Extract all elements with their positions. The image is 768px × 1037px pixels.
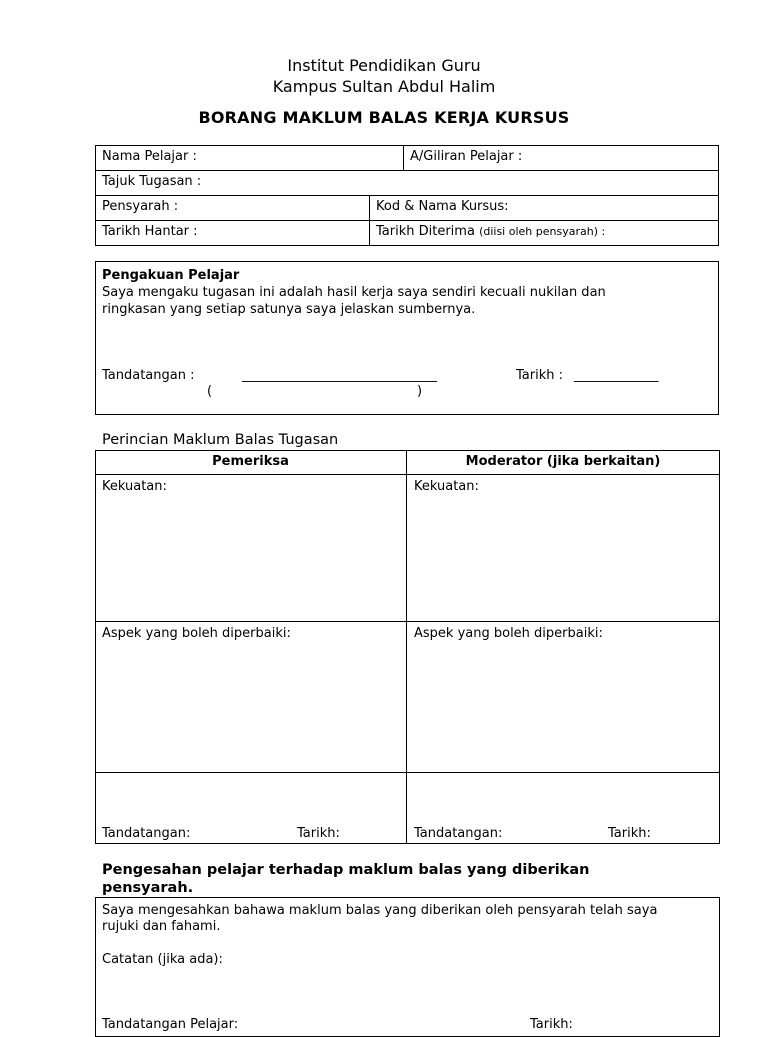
institute-name: Institut Pendidikan Guru <box>287 56 481 75</box>
declaration-title: Pengakuan Pelajar <box>102 268 240 283</box>
declaration-paren-close: ) <box>417 384 423 399</box>
campus-name: Kampus Sultan Abdul Halim <box>272 77 496 96</box>
examiner-strengths[interactable]: Kekuatan: <box>102 479 167 494</box>
assignment-title-field[interactable]: Tajuk Tugasan : <box>102 174 202 189</box>
moderator-improvements[interactable]: Aspek yang boleh diperbaiki: <box>414 626 603 641</box>
confirmation-notes[interactable]: Catatan (jika ada): <box>102 952 223 967</box>
feedback-table <box>95 450 720 844</box>
examiner-signature[interactable]: Tandatangan: <box>102 826 191 841</box>
declaration-date-label: Tarikh : <box>516 368 563 383</box>
confirmation-text-1: Saya mengesahkan bahawa maklum balas yang diberikan oleh pensyarah telah saya <box>102 903 658 918</box>
lecturer-field[interactable]: Pensyarah : <box>102 199 179 214</box>
received-date-note: (diisi oleh pensyarah) : <box>479 225 606 238</box>
declaration-signature-line[interactable]: ______________________________ <box>242 368 437 383</box>
moderator-column-header: Moderator (jika berkaitan) <box>465 454 661 469</box>
declaration-text-1: Saya mengaku tugasan ini adalah hasil kerja saya sendiri kecuali nukilan dan <box>102 285 606 300</box>
examiner-improvements[interactable]: Aspek yang boleh diperbaiki: <box>102 626 291 641</box>
moderator-strengths[interactable]: Kekuatan: <box>414 479 479 494</box>
confirmation-date[interactable]: Tarikh: <box>530 1017 573 1032</box>
declaration-date-line[interactable]: _____________ <box>574 368 659 383</box>
confirmation-title-2: pensyarah. <box>102 880 194 896</box>
course-code-field[interactable]: Kod & Nama Kursus: <box>376 199 509 214</box>
confirmation-title-1: Pengesahan pelajar terhadap maklum balas yang diberikan <box>102 862 590 878</box>
moderator-date[interactable]: Tarikh: <box>608 826 651 841</box>
examiner-date[interactable]: Tarikh: <box>297 826 340 841</box>
received-date-field[interactable] <box>376 224 605 240</box>
form-title: BORANG MAKLUM BALAS KERJA KURSUS <box>198 108 570 127</box>
confirmation-signature[interactable]: Tandatangan Pelajar: <box>102 1017 239 1032</box>
declaration-text-2: ringkasan yang setiap satunya saya jelaskan sumbernya. <box>102 302 476 317</box>
index-number-field[interactable]: A/Giliran Pelajar : <box>410 149 523 164</box>
received-date-label: Tarikh Diterima <box>376 224 475 239</box>
submit-date-field[interactable]: Tarikh Hantar : <box>102 224 198 239</box>
declaration-paren-open: ( <box>207 384 213 399</box>
examiner-column-header: Pemeriksa <box>212 454 289 469</box>
feedback-section-title: Perincian Maklum Balas Tugasan <box>102 432 339 448</box>
student-name-field[interactable]: Nama Pelajar : <box>102 149 197 164</box>
declaration-signature-label: Tandatangan : <box>102 368 195 383</box>
moderator-signature[interactable]: Tandatangan: <box>414 826 503 841</box>
confirmation-text-2: rujuki dan fahami. <box>102 919 221 934</box>
